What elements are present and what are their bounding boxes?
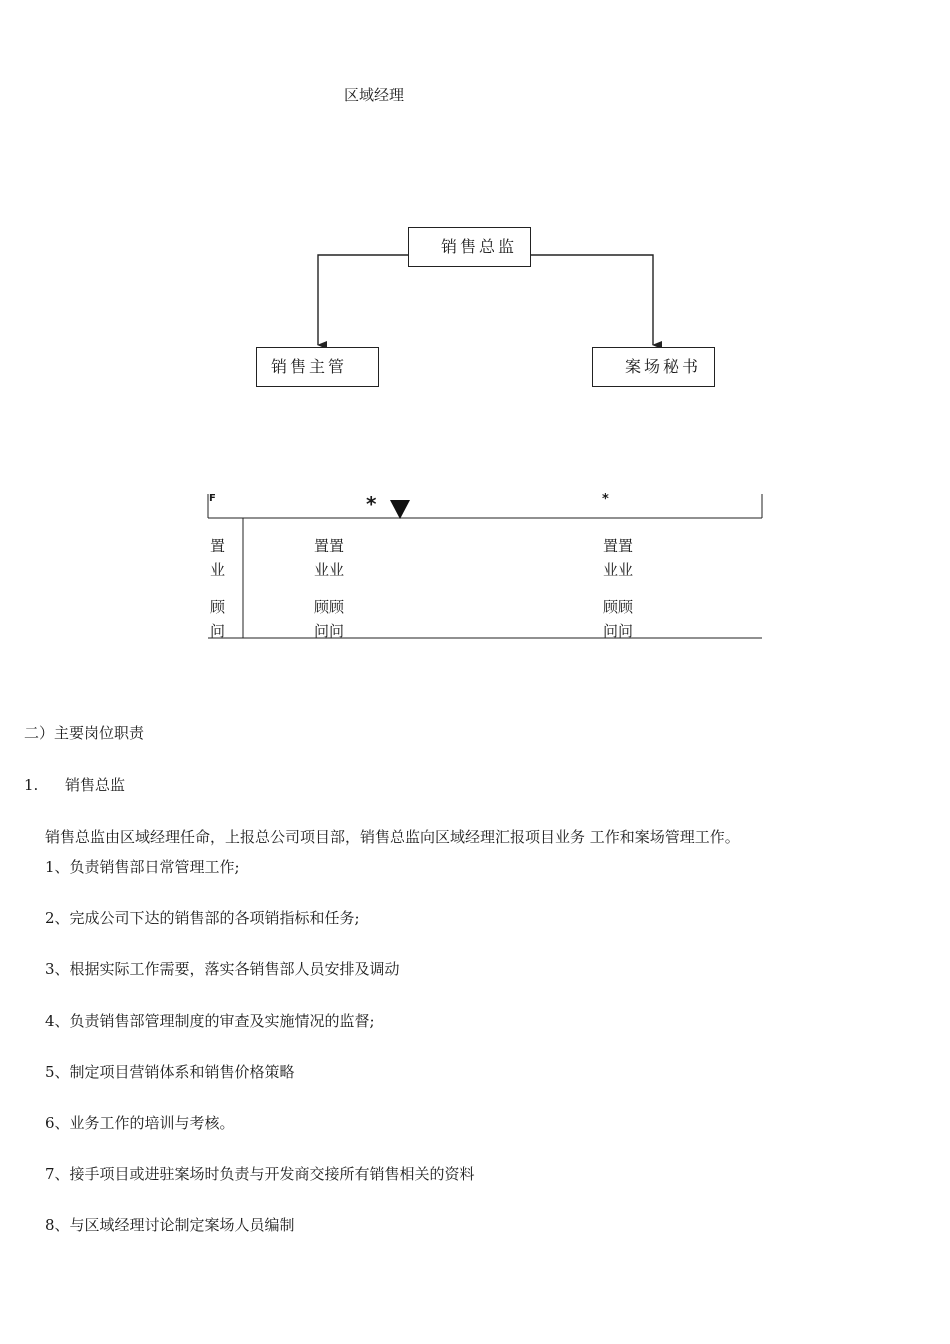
duty-item: 7、接手项目或进驻案场时负责与开发商交接所有销售相关的资料 (45, 1165, 475, 1183)
item-number: 1. (24, 776, 39, 794)
col3-line4: 问问 (603, 622, 634, 640)
duty-item: 6、业务工作的培训与考核。 (45, 1114, 235, 1132)
sub-chart-down-triangle (390, 500, 410, 519)
col1-line3: 顾 (210, 598, 226, 616)
col1-line4: 问 (210, 622, 226, 640)
col2-line1: 置置 (314, 537, 345, 555)
item-title: 销售总监 (65, 776, 126, 794)
org-box-right (592, 347, 715, 387)
intro-paragraph: 销售总监由区域经理任命，上报总公司项目部，销售总监向区域经理汇报项目业务 工作和案场管理工作。 (45, 828, 740, 846)
duty-item: 5、制定项目营销体系和销售价格策略 (45, 1063, 295, 1081)
org-box-root (408, 227, 531, 267)
col2-line3: 顾顾 (314, 598, 345, 616)
sub-chart-mark-f: F (209, 493, 216, 504)
col2-line2: 业业 (314, 561, 345, 579)
connector-right (531, 255, 653, 345)
org-root-label: 销售总监 (441, 237, 518, 256)
connector-left (318, 255, 409, 345)
col3-line3: 顾顾 (603, 598, 634, 616)
col2-line4: 问问 (314, 622, 345, 640)
section-heading: 二）主要岗位职责 (24, 724, 145, 742)
duty-item: 1、负责销售部日常管理工作; (45, 858, 240, 876)
duty-item: 3、根据实际工作需要，落实各销售部人员安排及调动 (45, 960, 400, 978)
org-right-label: 案场秘书 (625, 357, 702, 376)
sub-chart-star-a: * (366, 492, 377, 516)
col3-line2: 业业 (603, 561, 634, 579)
sub-chart-star-b: * (602, 492, 609, 507)
col1-line2: 业 (210, 561, 226, 579)
org-left-label: 销售主管 (271, 357, 348, 376)
top-label: 区域经理 (344, 86, 405, 104)
duty-item: 4、负责销售部管理制度的审查及实施情况的监督; (45, 1012, 375, 1030)
col1-line1: 置 (210, 537, 226, 555)
duty-item: 2、完成公司下达的销售部的各项销指标和任务; (45, 909, 360, 927)
org-box-left (256, 347, 379, 387)
col3-line1: 置置 (603, 537, 634, 555)
duty-item: 8、与区域经理讨论制定案场人员编制 (45, 1216, 295, 1234)
